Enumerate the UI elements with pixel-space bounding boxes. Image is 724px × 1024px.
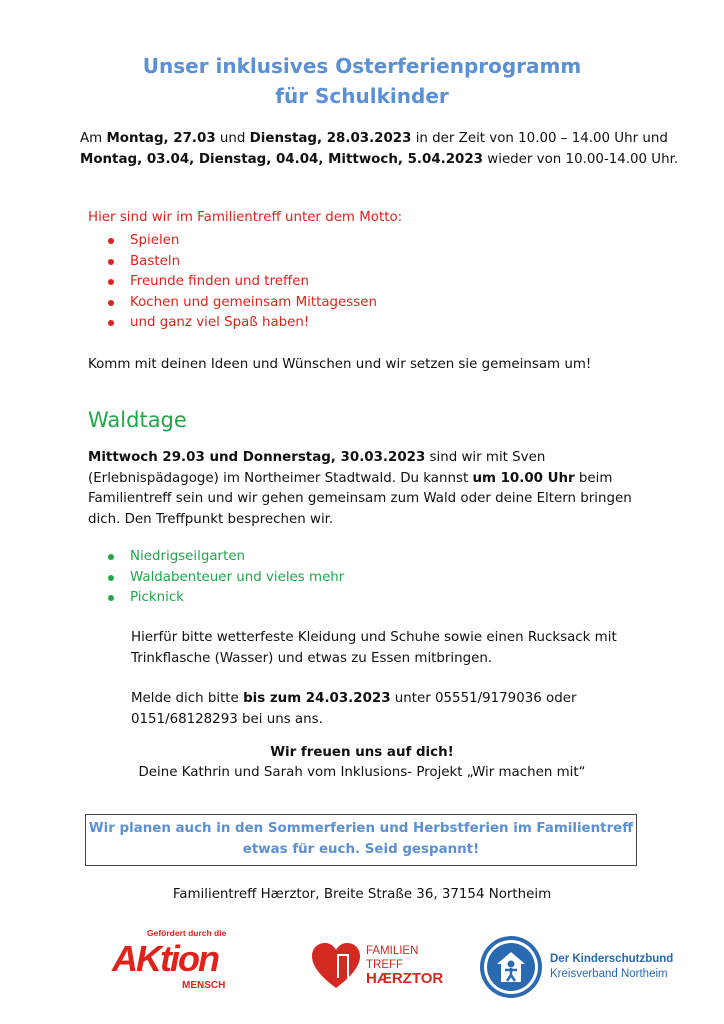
kinderschutzbund-logo [478,934,678,1004]
list-item: Niedrigseilgarten [108,547,344,568]
heart-icon [310,940,362,992]
bullet-icon [108,320,114,326]
bullet-icon [108,300,114,306]
closing-greeting: Wir freuen uns auf dich! [270,745,454,760]
signup-paragraph: Melde dich bitte bis zum 24.03.2023 unter 05551/9179036 oder 0151/68128293 bei uns ans. [131,691,577,727]
closing-signature: Deine Kathrin und Sarah vom Inklusions- Projekt „Wir machen mit“ [138,765,586,780]
bullet-icon [108,259,114,265]
aktion-mensch-logo [112,928,242,998]
aktion-sponsor-text: Gefördert durch die [147,928,227,938]
familientreff-logo [310,940,460,995]
address: Familientreff Hærztor, Breite Straße 36, 37154 Northeim [172,887,552,902]
familientreff-logo-text: FAMILIEN TREFF HÆRZTOR [366,945,444,987]
aktion-logo-text: AKtion [112,938,218,979]
motto-list [108,231,377,334]
list-item: und ganz viel Spaß haben! [108,313,377,334]
list-item: Spielen [108,231,377,252]
bullet-icon [108,575,114,581]
page-title-line-2: für Schulkinder [275,84,449,108]
waldtage-list [108,547,344,609]
kinderschutzbund-logo-text: Der Kinderschutzbund Kreisverband Northeim [550,953,674,980]
mensch-logo-text: MENSCH [182,980,226,991]
waldtage-paragraph: Mittwoch 29.03 und Donnerstag, 30.03.2023 sind wir mit Sven (Erlebnispädagoge) im Northeimer Stadtwald. Du kannst um 10.00 Uhr beim Familientreff sein und wir gehen gemeinsam zum Wald oder deine Eltern bringen dich. Den Treffpunkt besprechen wir. [88,450,632,527]
kinderschutzbund-emblem-icon [478,934,544,1000]
waldtage-heading: Waldtage [88,408,187,432]
bullet-icon [108,554,114,560]
list-item: Waldabenteuer und vieles mehr [108,568,344,589]
page-title-line-1: Unser inklusives Osterferienprogramm [142,54,582,78]
gear-paragraph: Hierfür bitte wetterfeste Kleidung und Schuhe sowie einen Rucksack mit Trinkflasche (Wasser) und etwas zu Essen mitbringen. [131,630,617,666]
list-item: Kochen und gemeinsam Mittagessen [108,293,377,314]
dates-paragraph: Am Montag, 27.03 und Dienstag, 28.03.2023 in der Zeit von 10.00 – 14.00 Uhr und Montag, 03.04, Dienstag, 04.04, Mittwoch, 5.04.2023 wieder von 10.00-14.00 Uhr. [80,131,679,167]
list-item: Freunde finden und treffen [108,272,377,293]
motto-heading: Hier sind wir im Familientreff unter dem Motto: [88,210,403,225]
come-text: Komm mit deinen Ideen und Wünschen und wir setzen sie gemeinsam um! [88,357,592,372]
bullet-icon [108,279,114,285]
notice-box: Wir planen auch in den Sommerferien und Herbstferien im Familientreff etwas für euch. Seid gespannt! [85,814,637,866]
bullet-icon [108,595,114,601]
list-item: Picknick [108,588,344,609]
list-item: Basteln [108,252,377,273]
bullet-icon [108,238,114,244]
